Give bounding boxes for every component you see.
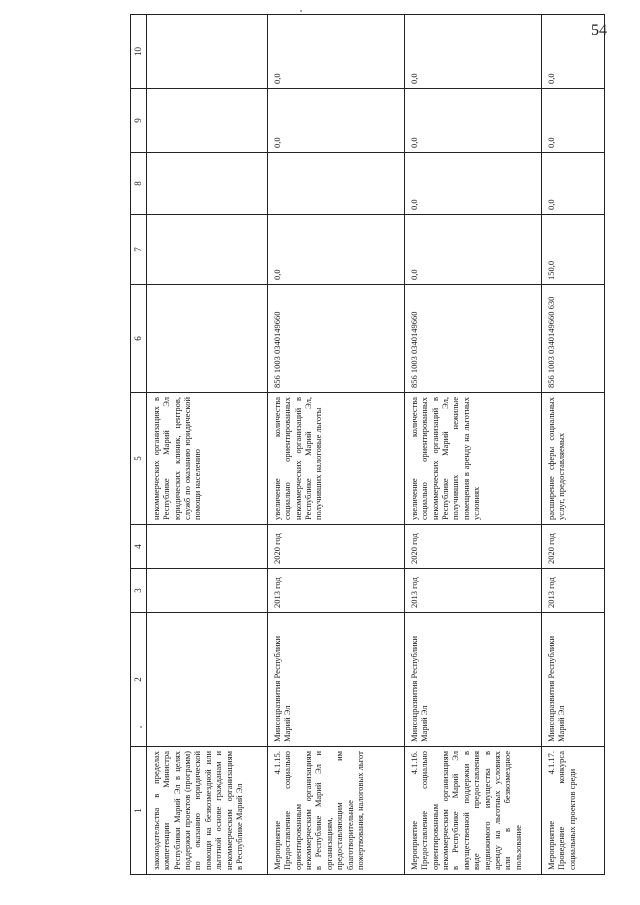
expected-result: некоммерческих организациях в Республике Марий Эл юридических клиник, центров, служб по оказанию юридической помощи населению bbox=[147, 393, 268, 525]
start-year: 2013 год bbox=[268, 569, 405, 613]
start-year: 2013 год bbox=[542, 569, 605, 613]
column-header: 3 bbox=[131, 569, 147, 613]
scan-speck bbox=[300, 10, 302, 12]
funding-value: 0,0 bbox=[268, 15, 405, 89]
budget-classification-code: 856 1003 0340149660 630 bbox=[542, 285, 605, 393]
budget-classification-code bbox=[147, 285, 268, 393]
table-row bbox=[268, 15, 405, 875]
funding-value bbox=[268, 153, 405, 215]
measure-description: Мероприятие 4.1.16. Предоставление социально ориентированным некоммерческим организациям в Республике Марий Эл имущественной поддержки в виде предоставления недвижимого имущества в аренду на льготных условиях или в безвозмездное пользование bbox=[405, 747, 542, 875]
funding-value bbox=[147, 89, 268, 153]
budget-classification-code: 856 1003 0340149660 bbox=[268, 285, 405, 393]
page-number: 54 bbox=[591, 22, 607, 39]
column-header: 1 bbox=[131, 747, 147, 875]
column-header: 2 bbox=[131, 613, 147, 747]
funding-value: 0,0 bbox=[268, 215, 405, 285]
funding-value: 0,0 bbox=[405, 215, 542, 285]
expected-result: увеличение количества социально ориентированных некоммерческих организаций в Республике Марий Эл, получивших нежилые помещения в аренду на льготных условиях bbox=[405, 393, 542, 525]
responsible-executor bbox=[147, 613, 268, 747]
column-header: 10 bbox=[131, 15, 147, 89]
funding-value: 0,0 bbox=[542, 89, 605, 153]
column-header: 8 bbox=[131, 153, 147, 215]
start-year: 2013 год bbox=[405, 569, 542, 613]
end-year: 2020 год bbox=[405, 525, 542, 569]
funding-value bbox=[147, 15, 268, 89]
funding-value: 0,0 bbox=[268, 89, 405, 153]
funding-value: 0,0 bbox=[405, 15, 542, 89]
table-row bbox=[147, 15, 268, 875]
column-header: 5 bbox=[131, 393, 147, 525]
column-header: 9 bbox=[131, 89, 147, 153]
funding-value: 150,0 bbox=[542, 215, 605, 285]
column-header: 4 bbox=[131, 525, 147, 569]
table-row bbox=[542, 15, 605, 875]
responsible-executor: Минсоцразвития Республики Марий Эл bbox=[542, 613, 605, 747]
column-number-row bbox=[131, 15, 147, 875]
column-header: 7 bbox=[131, 215, 147, 285]
end-year: 2020 год bbox=[542, 525, 605, 569]
responsible-executor: Минсоцразвития Республики Марий Эл bbox=[405, 613, 542, 747]
funding-value: 0,0 bbox=[542, 15, 605, 89]
column-header: 6 bbox=[131, 285, 147, 393]
funding-value bbox=[147, 215, 268, 285]
funding-value: 0,0 bbox=[405, 153, 542, 215]
funding-value bbox=[147, 153, 268, 215]
measure-description: Мероприятие 4.1.17. Проведение конкурса социальных проектов среди bbox=[542, 747, 605, 875]
responsible-executor: Минсоцразвития Республики Марий Эл bbox=[268, 613, 405, 747]
measure-description: Мероприятие 4.1.15. Предоставление социально ориентированным некоммерческим организациям в Республике Марий Эл и организациям, предоставляющим им благотворительные пожертвования, налоговых льгот bbox=[268, 747, 405, 875]
budget-classification-code: 856 1003 0340149660 bbox=[405, 285, 542, 393]
scan-speck bbox=[140, 726, 142, 728]
start-year bbox=[147, 569, 268, 613]
table-row bbox=[405, 15, 542, 875]
expected-result: увеличение количества социально ориентированных некоммерческих организаций в Республике Марий Эл, получивших налоговые льготы bbox=[268, 393, 405, 525]
funding-value: 0,0 bbox=[405, 89, 542, 153]
program-measures-table bbox=[130, 14, 605, 875]
measure-description: законодательства в пределах компетенции Министра Республики Марий Эл в целях поддержки проектов (программ) по оказанию юридической помощи на безвозмездной или льготной основе гражданам и некоммерческим организациям в Республике Марий Эл bbox=[147, 747, 268, 875]
end-year bbox=[147, 525, 268, 569]
end-year: 2020 год bbox=[268, 525, 405, 569]
expected-result: расширение сферы социальных услуг, предоставляемых bbox=[542, 393, 605, 525]
funding-value: 0,0 bbox=[542, 153, 605, 215]
